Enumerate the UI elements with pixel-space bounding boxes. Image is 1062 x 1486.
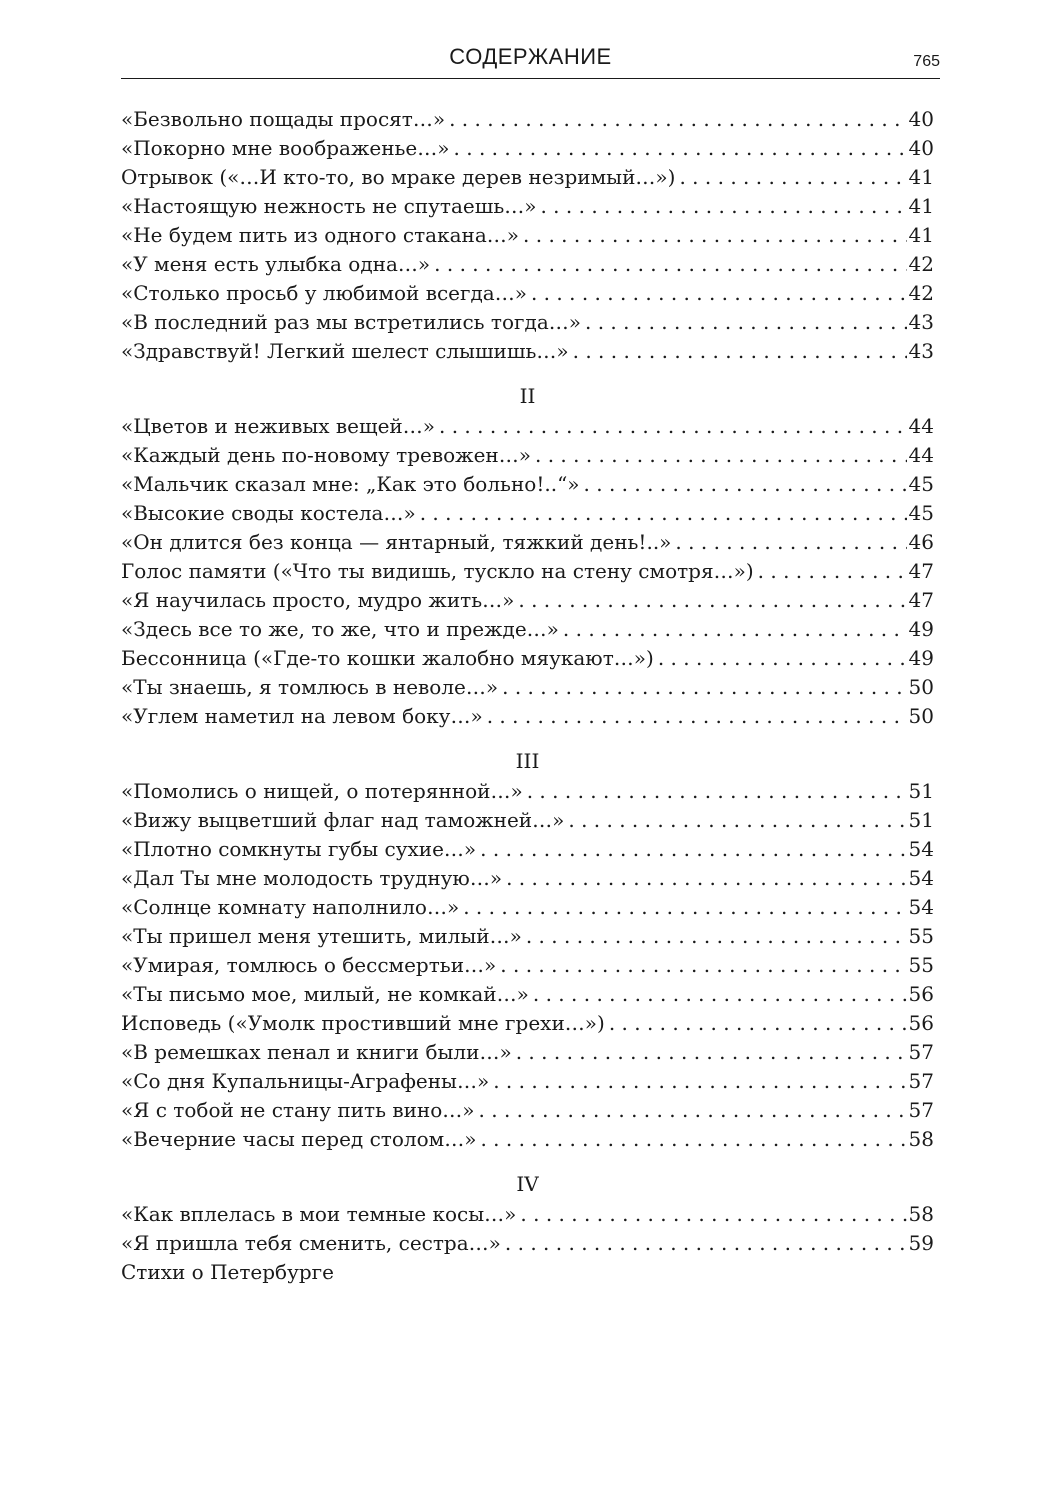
toc-entry-page: 44 [908, 414, 934, 438]
toc-entry [121, 221, 934, 250]
dot-leader [523, 221, 907, 250]
toc-entry-page: 45 [908, 501, 934, 525]
toc-entry-page: 46 [908, 530, 934, 554]
toc-entry-page: 41 [908, 165, 934, 189]
toc-entry-page: 51 [908, 808, 934, 832]
toc-entry-page: 58 [908, 1202, 934, 1226]
toc-entry-title: «Не будем пить из одного стакана…» [121, 223, 520, 247]
toc-entry-page: 49 [908, 617, 934, 641]
toc-entry-title: Отрывок («…И кто-то, во мраке дерев незримый…») [121, 165, 676, 189]
toc-entry-page: 54 [908, 837, 934, 861]
toc-entry [121, 806, 934, 835]
toc-entry-title: «Ты знаешь, я томлюсь в неволе…» [121, 675, 499, 699]
section-heading: III [515, 749, 540, 773]
toc-entry-title: «Здесь все то же, то же, что и прежде…» [121, 617, 559, 641]
toc-entry [121, 499, 934, 528]
dot-leader [480, 1125, 906, 1154]
toc-entry-page: 57 [908, 1040, 934, 1064]
toc-entry-title: «Вечерние часы перед столом…» [121, 1127, 477, 1151]
dot-leader [420, 499, 907, 528]
toc-entry-title: «Дал Ты мне молодость трудную…» [121, 866, 503, 890]
toc-entry [121, 893, 934, 922]
toc-entry-title: Бессонница («Где-то кошки жалобно мяукают…») [121, 646, 654, 670]
toc-entry [121, 951, 934, 980]
toc-entry [121, 528, 934, 557]
toc-entry [121, 470, 934, 499]
toc-entry [121, 673, 934, 702]
toc-entry [121, 1200, 934, 1229]
toc-entry-page: 40 [908, 136, 934, 160]
dot-leader [527, 777, 907, 806]
toc-entry [121, 615, 934, 644]
toc-entry-title: «В последний раз мы встретились тогда…» [121, 310, 581, 334]
dot-leader [568, 806, 906, 835]
toc-entry [121, 441, 934, 470]
toc-entry [121, 279, 934, 308]
dot-leader [500, 951, 906, 980]
toc-entry-page: 47 [908, 588, 934, 612]
dot-leader [758, 557, 907, 586]
toc-entry-title: «Умирая, томлюсь о бессмертьи…» [121, 953, 497, 977]
toc-entry-title: «Столько просьб у любимой всегда…» [121, 281, 527, 305]
toc-entry-page: 41 [908, 194, 934, 218]
toc-entry-title: «Высокие своды костела…» [121, 501, 416, 525]
toc-entry [121, 192, 934, 221]
dot-leader [563, 615, 907, 644]
toc-entry-title: «Безвольно пощады просят…» [121, 107, 446, 131]
dot-leader [609, 1009, 907, 1038]
dot-leader [533, 980, 907, 1009]
toc-entry-page: 55 [908, 953, 934, 977]
toc-entry-title: Стихи о Петербурге [121, 1260, 334, 1284]
toc-entry-title: «Как вплелась в мои темные косы…» [121, 1202, 517, 1226]
section-heading: II [519, 384, 536, 408]
toc-entry-page: 42 [908, 281, 934, 305]
toc-entry [121, 1009, 934, 1038]
toc-entry [121, 1067, 934, 1096]
toc-entry-title: «Вижу выцветший флаг над таможней…» [121, 808, 565, 832]
running-header [121, 40, 940, 79]
toc-entry [121, 1038, 934, 1067]
dot-leader [505, 1229, 907, 1258]
toc-entry-page: 58 [908, 1127, 934, 1151]
toc-entry-title: «Ты письмо мое, милый, не комкай…» [121, 982, 529, 1006]
toc-entry-page: 50 [908, 675, 934, 699]
toc-entry [121, 412, 934, 441]
header-title: СОДЕРЖАНИЕ [449, 44, 612, 69]
toc-entry-title: Голос памяти («Что ты видишь, тускло на стену смотря…») [121, 559, 754, 583]
toc-entry-page: 56 [908, 982, 934, 1006]
dot-leader [518, 586, 906, 615]
toc-entry [121, 777, 934, 806]
dot-leader [679, 163, 906, 192]
toc-entry [121, 702, 934, 731]
toc-entry-title: «Плотно сомкнуты губы сухие…» [121, 837, 477, 861]
dot-leader [573, 337, 907, 366]
toc-entry-page: 54 [908, 866, 934, 890]
toc-entry-page: 41 [908, 223, 934, 247]
toc-entry [121, 1229, 934, 1258]
table-of-contents [121, 105, 934, 1287]
toc-entry-page: 50 [908, 704, 934, 728]
toc-entry-title: «В ремешках пенал и книги были…» [121, 1040, 512, 1064]
toc-entry [121, 864, 934, 893]
toc-entry-title: «Каждый день по-новому тревожен…» [121, 443, 531, 467]
toc-entry-title: «Помолись о нищей, о потерянной…» [121, 779, 523, 803]
toc-entry [121, 105, 934, 134]
dot-leader [487, 702, 907, 731]
dot-leader [493, 1067, 906, 1096]
toc-entry-page: 47 [908, 559, 934, 583]
toc-entry-page: 51 [908, 779, 934, 803]
toc-entry [121, 1258, 934, 1287]
dot-leader [585, 308, 907, 337]
dot-leader [479, 1096, 907, 1125]
toc-entry-page: 54 [908, 895, 934, 919]
toc-entry [121, 163, 934, 192]
toc-entry-title: «У меня есть улыбка одна…» [121, 252, 431, 276]
toc-entry-title: «Настоящую нежность не спутаешь…» [121, 194, 537, 218]
dot-leader [434, 250, 906, 279]
toc-entry-page: 55 [908, 924, 934, 948]
toc-entry-page: 45 [908, 472, 934, 496]
toc-entry [121, 586, 934, 615]
toc-entry-page: 57 [908, 1069, 934, 1093]
toc-entry-title: Исповедь («Умолк простивший мне грехи…») [121, 1011, 605, 1035]
toc-entry [121, 250, 934, 279]
dot-leader [454, 134, 907, 163]
toc-entry-title: «Он длится без конца — янтарный, тяжкий день!..» [121, 530, 672, 554]
toc-entry-title: «Со дня Купальницы-Аграфены…» [121, 1069, 490, 1093]
toc-entry-title: «Солнце комнату наполнило…» [121, 895, 460, 919]
toc-entry [121, 980, 934, 1009]
dot-leader [584, 470, 907, 499]
dot-leader [658, 644, 907, 673]
toc-entry-page: 43 [908, 339, 934, 363]
toc-entry-title: «Мальчик сказал мне: „Как это больно!..“» [121, 472, 580, 496]
toc-entry-page: 42 [908, 252, 934, 276]
toc-entry [121, 644, 934, 673]
toc-entry-title: «Я с тобой не стану пить вино…» [121, 1098, 475, 1122]
toc-entry-page: 40 [908, 107, 934, 131]
toc-entry [121, 308, 934, 337]
toc-entry-title: «Углем наметил на левом боку…» [121, 704, 483, 728]
toc-entry [121, 922, 934, 951]
dot-leader [516, 1038, 907, 1067]
dot-leader [540, 192, 906, 221]
toc-entry-title: «Я пришла тебя сменить, сестра…» [121, 1231, 501, 1255]
header-page-number: 765 [913, 53, 940, 70]
toc-entry-title: «Цветов и неживых вещей…» [121, 414, 435, 438]
dot-leader [502, 673, 906, 702]
toc-entry [121, 557, 934, 586]
dot-leader [535, 441, 907, 470]
dot-leader [675, 528, 906, 557]
toc-entry [121, 134, 934, 163]
dot-leader [449, 105, 906, 134]
dot-leader [531, 279, 907, 308]
toc-entry-title: «Покорно мне воображенье…» [121, 136, 450, 160]
toc-entry [121, 835, 934, 864]
toc-entry [121, 1096, 934, 1125]
toc-entry-page: 57 [908, 1098, 934, 1122]
dot-leader [506, 864, 906, 893]
dot-leader [480, 835, 906, 864]
toc-entry-title: «Ты пришел меня утешить, милый…» [121, 924, 522, 948]
toc-entry-page: 59 [908, 1231, 934, 1255]
toc-entry-page: 56 [908, 1011, 934, 1035]
dot-leader [520, 1200, 906, 1229]
dot-leader [526, 922, 907, 951]
toc-entry-title: «Здравствуй! Легкий шелест слышишь…» [121, 339, 569, 363]
toc-entry [121, 337, 934, 366]
section-heading: IV [516, 1172, 539, 1196]
dot-leader [463, 893, 906, 922]
toc-entry [121, 1125, 934, 1154]
dot-leader [439, 412, 907, 441]
toc-entry-title: «Я научилась просто, мудро жить…» [121, 588, 515, 612]
toc-entry-page: 43 [908, 310, 934, 334]
toc-entry-page: 44 [908, 443, 934, 467]
toc-entry-page: 49 [908, 646, 934, 670]
